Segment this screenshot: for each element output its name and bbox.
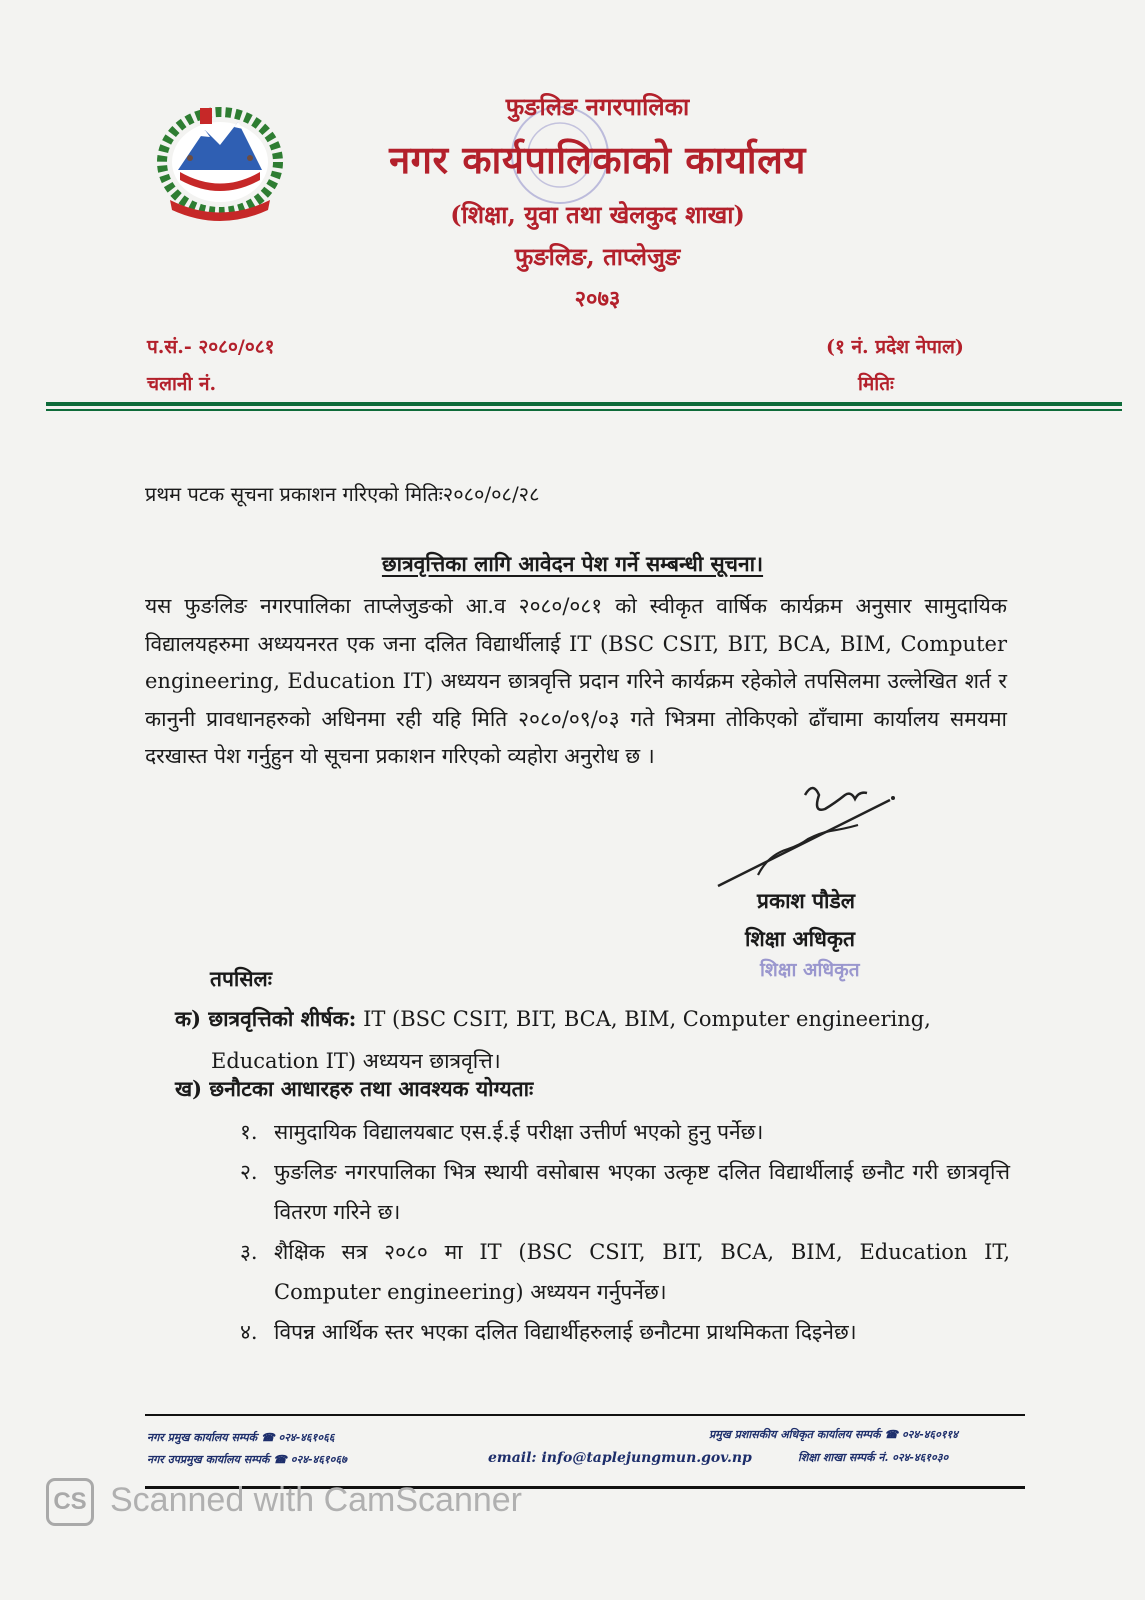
established-year: २०७३	[574, 286, 621, 312]
list-item-number: १.	[240, 1120, 258, 1144]
section-name: (शिक्षा, युवा तथा खेलकुद शाखा)	[450, 200, 745, 229]
list-item	[240, 1312, 1010, 1352]
signatory-title: शिक्षा अधिकृत	[745, 926, 856, 951]
signatory-stamp: शिक्षा अधिकृत	[760, 959, 860, 981]
header-divider-thin	[46, 409, 1122, 411]
scholarship-title-text: IT (BSC CSIT, BIT, BCA, BIM, Computer engineering,	[363, 1007, 931, 1031]
office-address: फुङलिङ, ताप्लेजुङ	[514, 242, 681, 271]
header-divider	[46, 402, 1122, 406]
office-title: नगर कार्यपालिकाको कार्यालय	[389, 137, 806, 182]
list-item-text: सामुदायिक विद्यालयबाट एस.ई.ई परीक्षा उत्तीर्ण भएको हुनु पर्नेछ।	[274, 1120, 764, 1144]
reference-number: प.सं.- २०८०/०८१	[147, 336, 275, 358]
notice-subject-text: छात्रवृत्तिका लागि आवेदन पेश गर्ने सम्बन्धी सूचना।	[381, 551, 764, 576]
scholarship-title-label: क) छात्रवृत्तिको शीर्षक:	[175, 1006, 357, 1031]
dispatch-number: चलानी नं.	[147, 373, 217, 395]
list-item	[240, 1112, 1010, 1152]
education-branch-contact: शिक्षा शाखा सम्पर्क नं. ०२४-४६१०३०	[798, 1451, 949, 1464]
province-label: (१ नं. प्रदेश नेपाल)	[826, 336, 964, 358]
scholarship-title-line	[175, 998, 1007, 1040]
office-email: email: info@taplejungmun.gov.np	[488, 1450, 752, 1466]
notice-body: यस फुङलिङ नगरपालिका ताप्लेजुङको आ.व २०८०/०८१ को स्वीकृत वार्षिक कार्यक्रम अनुसार सामुदायिक विद्यालयहरुमा अध्ययनरत एक जना दलित विद्यार्थीलाई IT (BSC CSIT, BIT, BCA, BIM, Computer engineering, Education IT) अध्ययन छात्रवृत्ति प्रदान गरिने कार्यक्रम रहेकोले तपसिलमा उल्लेखित शर्त र कानुनी प्रावधानहरुको अधिनमा रही यहि मिति २०८०/०९/०३ गते भित्रमा तोकिएको ढाँचामा कार्यालय समयमा दरखास्त पेश गर्नुहुन यो सूचना प्रकाशन गरिएको व्यहोरा अनुरोध छ ।	[145, 594, 1007, 768]
list-item-text: शैक्षिक सत्र २०८० मा IT (BSC CSIT, BIT, BCA, BIM, Education IT, Computer engineering) अध्ययन गर्नुपर्नेछ।	[274, 1240, 1010, 1304]
signatory-name: प्रकाश पौडेल	[757, 888, 855, 913]
criteria-list	[240, 1112, 1010, 1352]
list-item	[240, 1152, 1010, 1232]
cao-contact: प्रमुख प्रशासकीय अधिकृत कार्यालय सम्पर्क ☎ ०२४-४६०११४	[709, 1428, 959, 1441]
notice-subject	[0, 550, 1145, 578]
scholarship-title-item	[175, 998, 1007, 1082]
camscanner-logo-icon: CS	[46, 1478, 94, 1526]
details-heading: तपसिलः	[210, 966, 273, 991]
date-label: मितिः	[858, 373, 894, 395]
camscanner-watermark: Scanned with CamScanner	[110, 1481, 523, 1519]
mayor-contact: नगर प्रमुख कार्यालय सम्पर्क ☎ ०२४-४६१०६६	[147, 1431, 335, 1444]
municipality-name: फुङलिङ नगरपालिका	[505, 92, 690, 121]
selection-criteria-heading: ख) छनौटका आधारहरु तथा आवश्यक योग्यताः	[175, 1076, 534, 1101]
list-item-text: विपन्न आर्थिक स्तर भएका दलित विद्यार्थीहरुलाई छनौटमा प्राथमिकता दिइनेछ।	[274, 1320, 857, 1344]
footer-divider-top	[145, 1414, 1025, 1416]
list-item-number: २.	[240, 1160, 258, 1184]
list-item-number: ४.	[240, 1320, 258, 1344]
list-item-text: फुङलिङ नगरपालिका भित्र स्थायी वसोबास भएका उत्कृष्ट दलित विद्यार्थीलाई छनौट गरी छात्रवृत्ति वितरण गरिने छ।	[274, 1160, 1010, 1224]
signature-icon	[700, 780, 910, 890]
scholarship-title-continued: Education IT) अध्ययन छात्रवृत्ति।	[211, 1049, 501, 1073]
publish-date: प्रथम पटक सूचना प्रकाशन गरिएको मितिः२०८०/०८/२८	[145, 482, 540, 506]
deputy-mayor-contact: नगर उपप्रमुख कार्यालय सम्पर्क ☎ ०२४-४६१०६७	[147, 1453, 347, 1466]
list-item-number: ३.	[240, 1240, 258, 1264]
list-item	[240, 1232, 1010, 1312]
